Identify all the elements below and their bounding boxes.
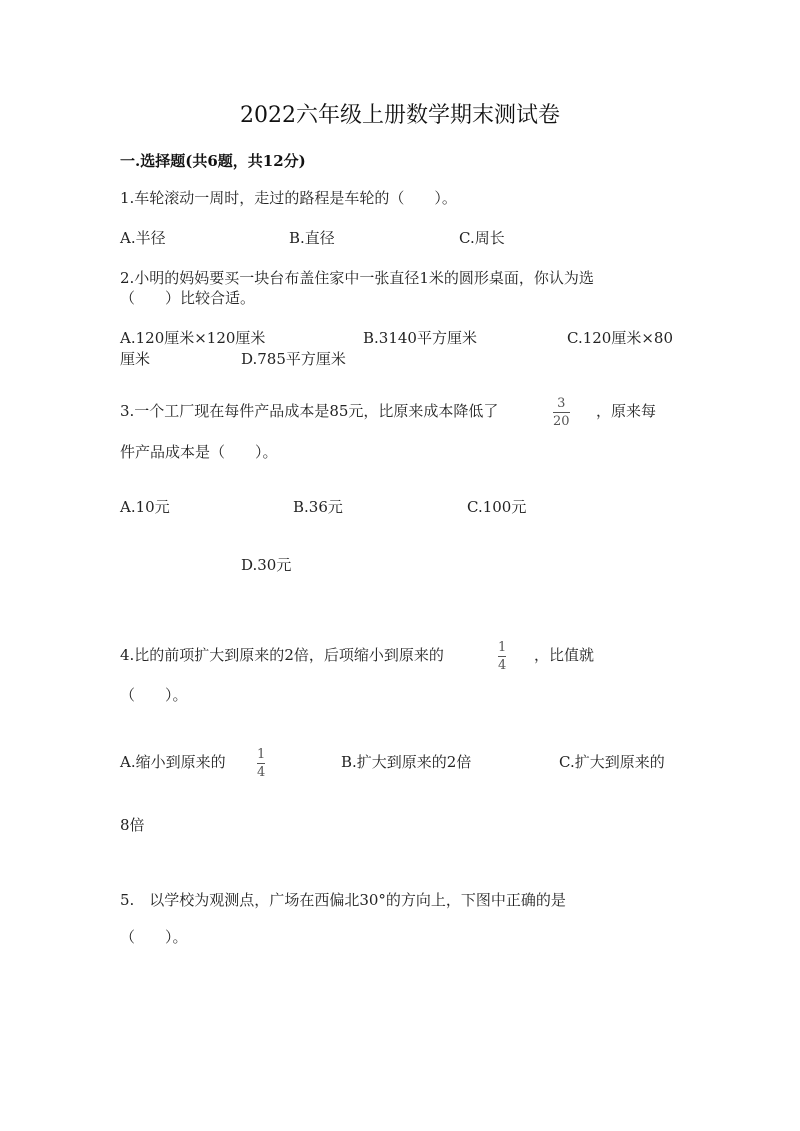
question-3-fraction: [553, 396, 570, 429]
fraction-numerator: 1: [498, 640, 507, 655]
fraction-numerator: 1: [257, 747, 266, 762]
question-3-option-c: C.100元: [467, 498, 527, 516]
question-2-stem-line-1: 2.小明的妈妈要买一块台布盖住家中一张直径1米的圆形桌面，你认为选: [120, 269, 594, 287]
question-4-stem-line-2: （ ）。: [120, 686, 188, 704]
question-4-stem-part-2: ，比值就: [534, 646, 595, 664]
question-5-stem: 5. 以学校为观测点，广场在西偏北30°的方向上，下图中正确的是: [120, 891, 566, 909]
page-title: 2022六年级上册数学期末测试卷: [240, 103, 560, 128]
question-3-option-d: D.30元: [241, 556, 292, 574]
question-4-stem-part-1: 4.比的前项扩大到原来的2倍，后项缩小到原来的: [120, 646, 444, 664]
question-1-option-a: A.半径: [120, 229, 166, 247]
question-3-option-a: A.10元: [120, 498, 170, 516]
question-2-option-c: C.120厘米×80: [567, 329, 673, 347]
fraction-numerator: 3: [557, 396, 566, 411]
question-2-option-b: B.3140平方厘米: [363, 329, 477, 347]
fraction-bar: [498, 656, 506, 657]
question-2-stem-line-2: （ ）比较合适。: [120, 289, 256, 307]
question-3-stem-part-1: 3.一个工厂现在每件产品成本是85元，比原来成本降低了: [120, 402, 499, 420]
question-3-option-b: B.36元: [293, 498, 343, 516]
question-1-option-c: C.周长: [459, 229, 505, 247]
question-4-option-b: B.扩大到原来的2倍: [341, 753, 472, 771]
question-4-option-a: A.缩小到原来的: [120, 753, 226, 771]
question-4-option-c: C.扩大到原来的: [559, 753, 665, 771]
question-2-option-d: D.785平方厘米: [241, 350, 346, 368]
question-1-option-b: B.直径: [289, 229, 335, 247]
fraction-denominator: 4: [257, 765, 266, 780]
section-heading: 一.选择题(共6题，共12分): [120, 152, 306, 170]
question-1-stem: 1.车轮滚动一周时，走过的路程是车轮的（ ）。: [120, 189, 457, 207]
question-3-stem-part-2: ，原来每: [596, 402, 657, 420]
question-4-option-a-fraction: [257, 747, 265, 780]
fraction-denominator: 4: [498, 658, 507, 673]
question-4-option-c-continued: 8倍: [120, 816, 145, 834]
question-2-option-c-continued: 厘米: [120, 350, 151, 368]
fraction-bar: [553, 412, 570, 413]
question-4-fraction: [498, 640, 506, 673]
question-3-stem-line-2: 件产品成本是（ ）。: [120, 443, 278, 461]
question-2-option-a: A.120厘米×120厘米: [120, 329, 266, 347]
fraction-denominator: 20: [553, 414, 570, 429]
question-5-stem-line-2: （ ）。: [120, 928, 188, 946]
fraction-bar: [257, 763, 265, 764]
